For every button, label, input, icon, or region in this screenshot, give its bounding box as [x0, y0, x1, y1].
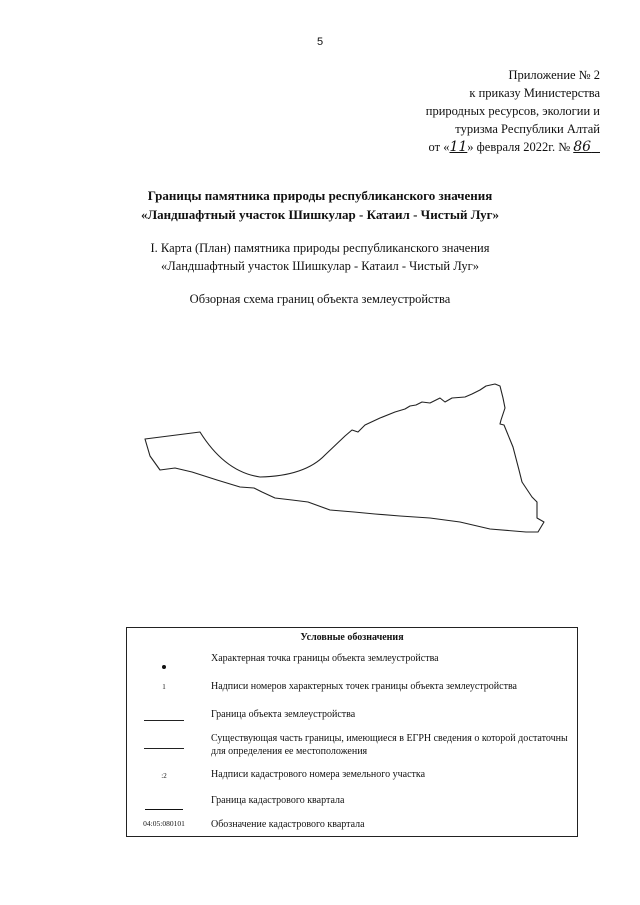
handwritten-number: 86	[573, 139, 592, 155]
boundary-map	[130, 372, 560, 562]
object-boundary-line-icon	[144, 720, 184, 721]
legend-label: Существующая часть границы, имеющиеся в ЕГРН сведения о которой достаточны для определения ее местоположения	[211, 733, 568, 757]
cadastral-number-symbol: :2	[161, 772, 167, 780]
legend-title: Условные обозначения	[300, 632, 404, 643]
legend-label: Граница объекта землеустройства	[211, 709, 356, 720]
cadastral-quarter-symbol: 04:05:080101	[143, 819, 185, 828]
legend-label: Граница кадастрового квартала	[211, 795, 345, 806]
existing-boundary-line-icon	[144, 748, 184, 749]
handwritten-day: 11	[449, 139, 468, 155]
boundary-outline	[145, 384, 544, 532]
legend-box	[126, 627, 578, 837]
appendix-line-1: Приложение № 2	[508, 68, 600, 82]
appendix-line-3: природных ресурсов, экологии и	[425, 104, 600, 118]
subtitle-line-2: «Ландшафтный участок Шишкулар - Катаил - Чистый Луг»	[160, 259, 480, 273]
legend-label: Надписи кадастрового номера земельного участка	[211, 769, 426, 780]
date-prefix: от «	[428, 140, 450, 154]
subtitle-line-1: I. Карта (План) памятника природы республиканского значения	[150, 241, 490, 255]
document-subtitle	[40, 239, 600, 275]
legend-label: Обозначение кадастрового квартала	[211, 819, 365, 830]
title-line-2: «Ландшафтный участок Шишкулар - Катаил - Чистый Луг»	[140, 207, 500, 222]
appendix-block	[340, 66, 600, 156]
page-number: 5	[316, 36, 324, 48]
point-dot-icon	[162, 665, 166, 669]
legend-label: Надписи номеров характерных точек границы объекта землеустройства	[211, 681, 517, 692]
title-line-1: Границы памятника природы республиканского значения	[147, 188, 493, 203]
cadastral-quarter-line-icon	[145, 809, 183, 810]
appendix-date-line	[340, 138, 600, 156]
point-number-symbol: 1	[162, 683, 166, 691]
appendix-line-2: к приказу Министерства	[469, 86, 600, 100]
legend-label: Характерная точка границы объекта землеустройства	[211, 653, 439, 664]
scheme-caption: Обзорная схема границ объекта землеустройства	[189, 292, 451, 306]
document-title	[40, 186, 600, 224]
appendix-line-4: туризма Республики Алтай	[455, 122, 600, 136]
date-middle: » февраля 2022г. №	[467, 140, 571, 154]
